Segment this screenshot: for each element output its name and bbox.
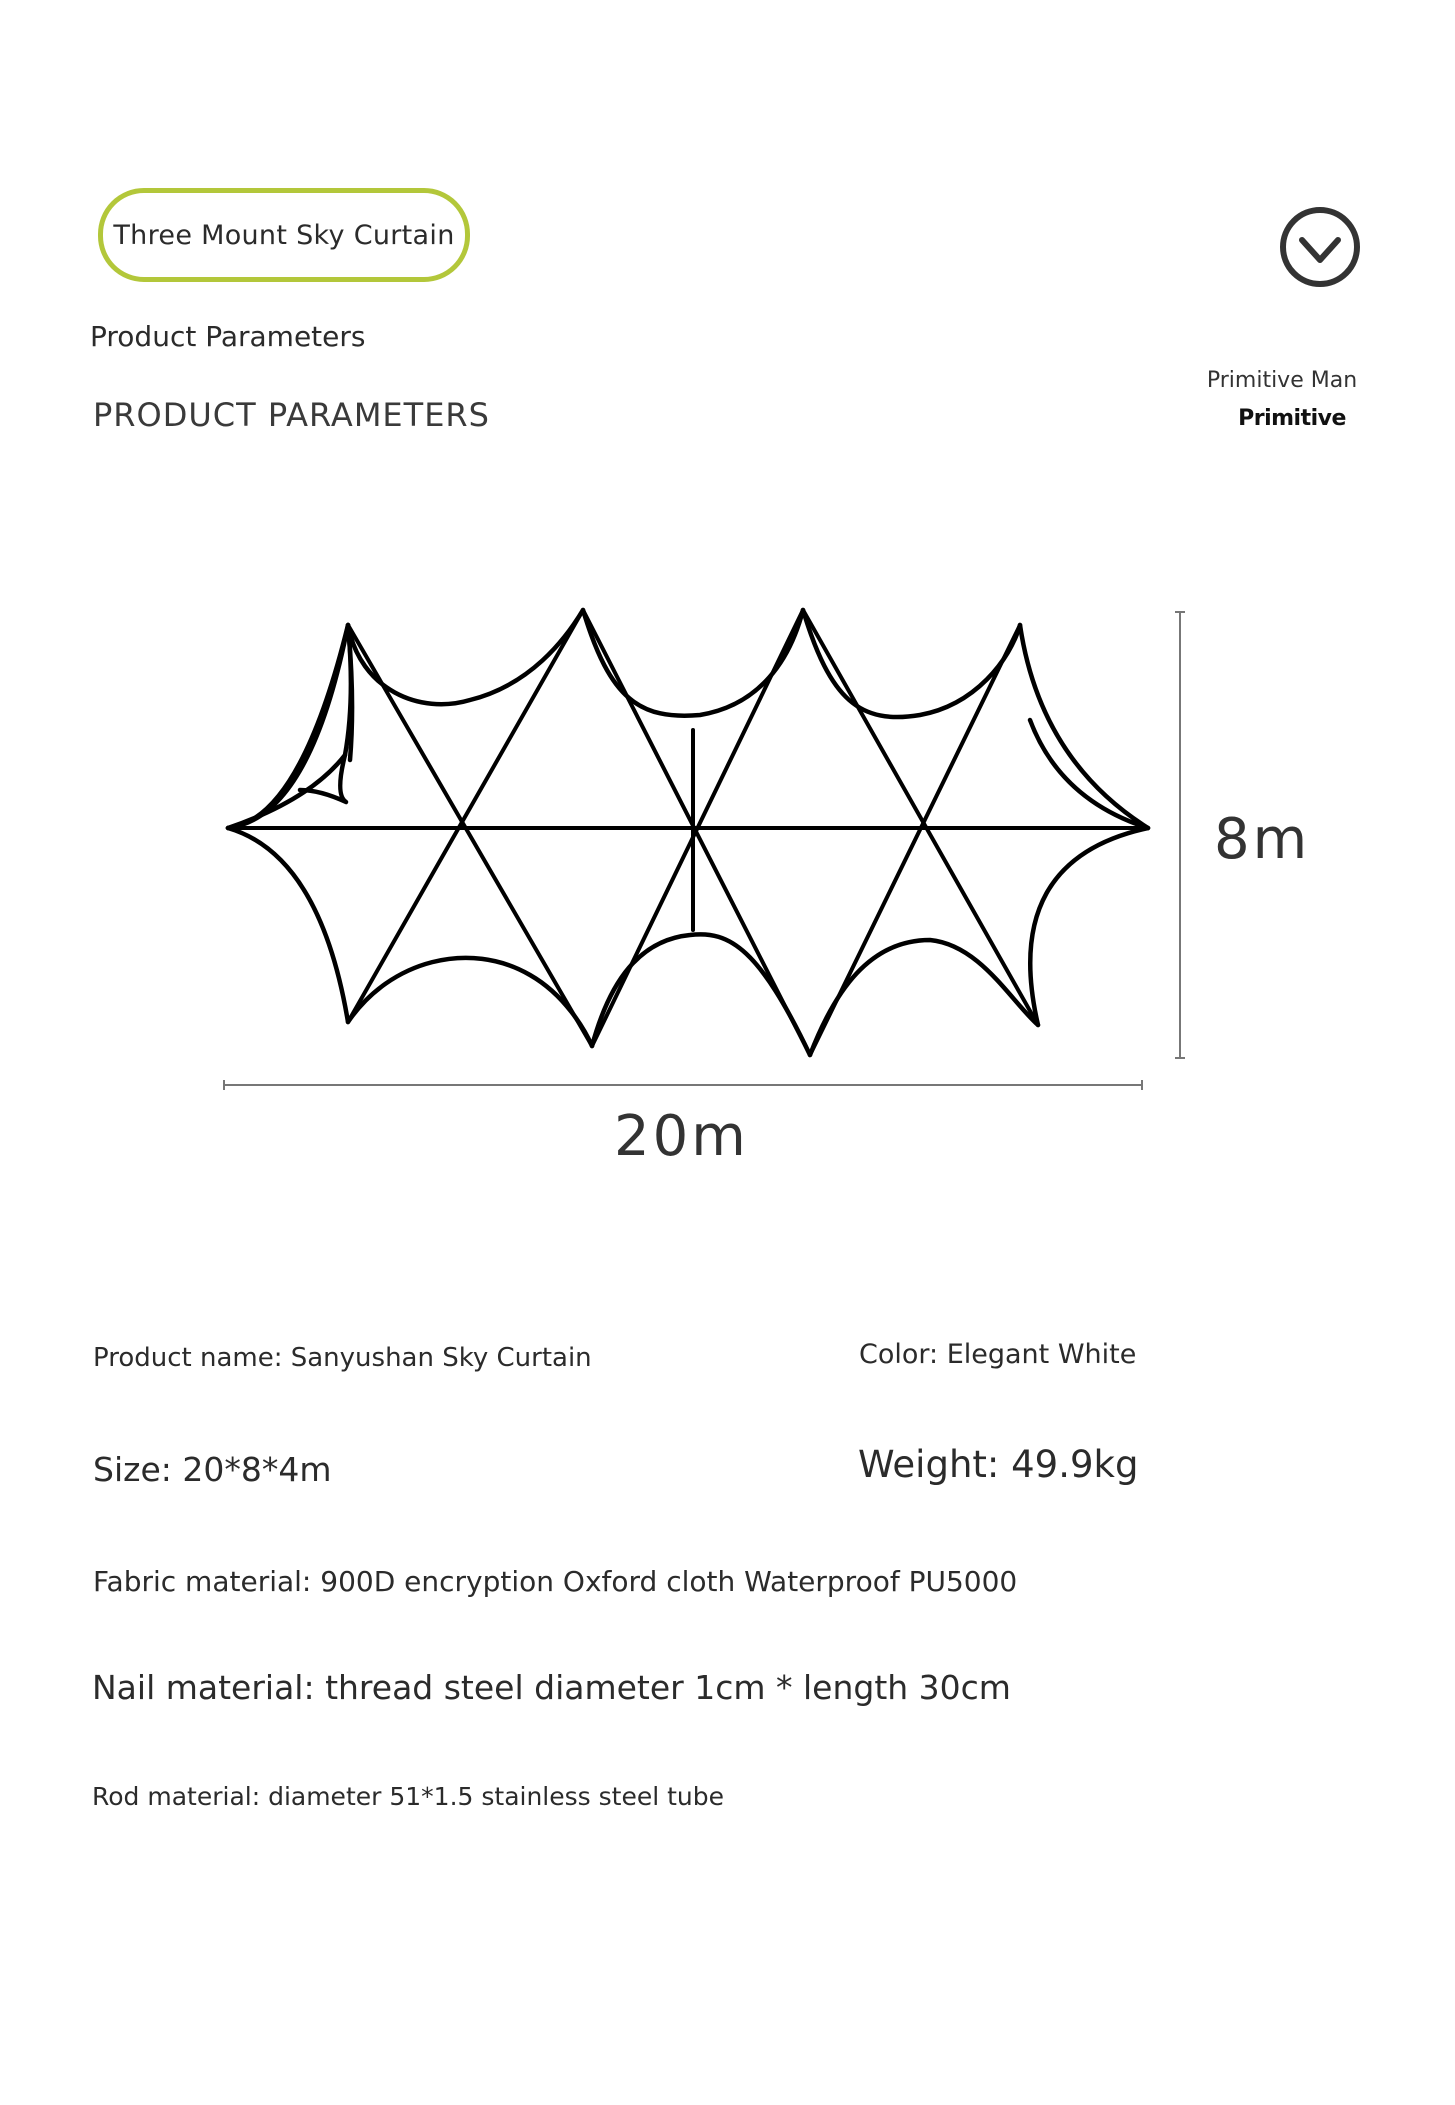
spec-weight: Weight: 49.9kg: [858, 1443, 1139, 1486]
spec-product-name: Product name: Sanyushan Sky Curtain: [93, 1343, 592, 1373]
spec-size: Size: 20*8*4m: [93, 1450, 332, 1489]
section-title: PRODUCT PARAMETERS: [93, 396, 490, 434]
spec-fabric: Fabric material: 900D encryption Oxford cloth Waterproof PU5000: [93, 1565, 1018, 1598]
curtain-frame: [228, 610, 1148, 1055]
spec-rod: Rod material: diameter 51*1.5 stainless steel tube: [92, 1782, 725, 1811]
brand-logo: Primitive: [1238, 406, 1346, 431]
spec-nail: Nail material: thread steel diameter 1cm * length 30cm: [92, 1668, 1011, 1707]
spec-color: Color: Elegant White: [859, 1339, 1137, 1370]
title-badge-text: Three Mount Sky Curtain: [113, 219, 455, 251]
brand-name: Primitive Man: [1206, 368, 1358, 393]
height-label: 8m: [1214, 807, 1311, 872]
width-label: 20m: [614, 1104, 749, 1169]
section-subtitle: Product Parameters: [90, 320, 366, 353]
